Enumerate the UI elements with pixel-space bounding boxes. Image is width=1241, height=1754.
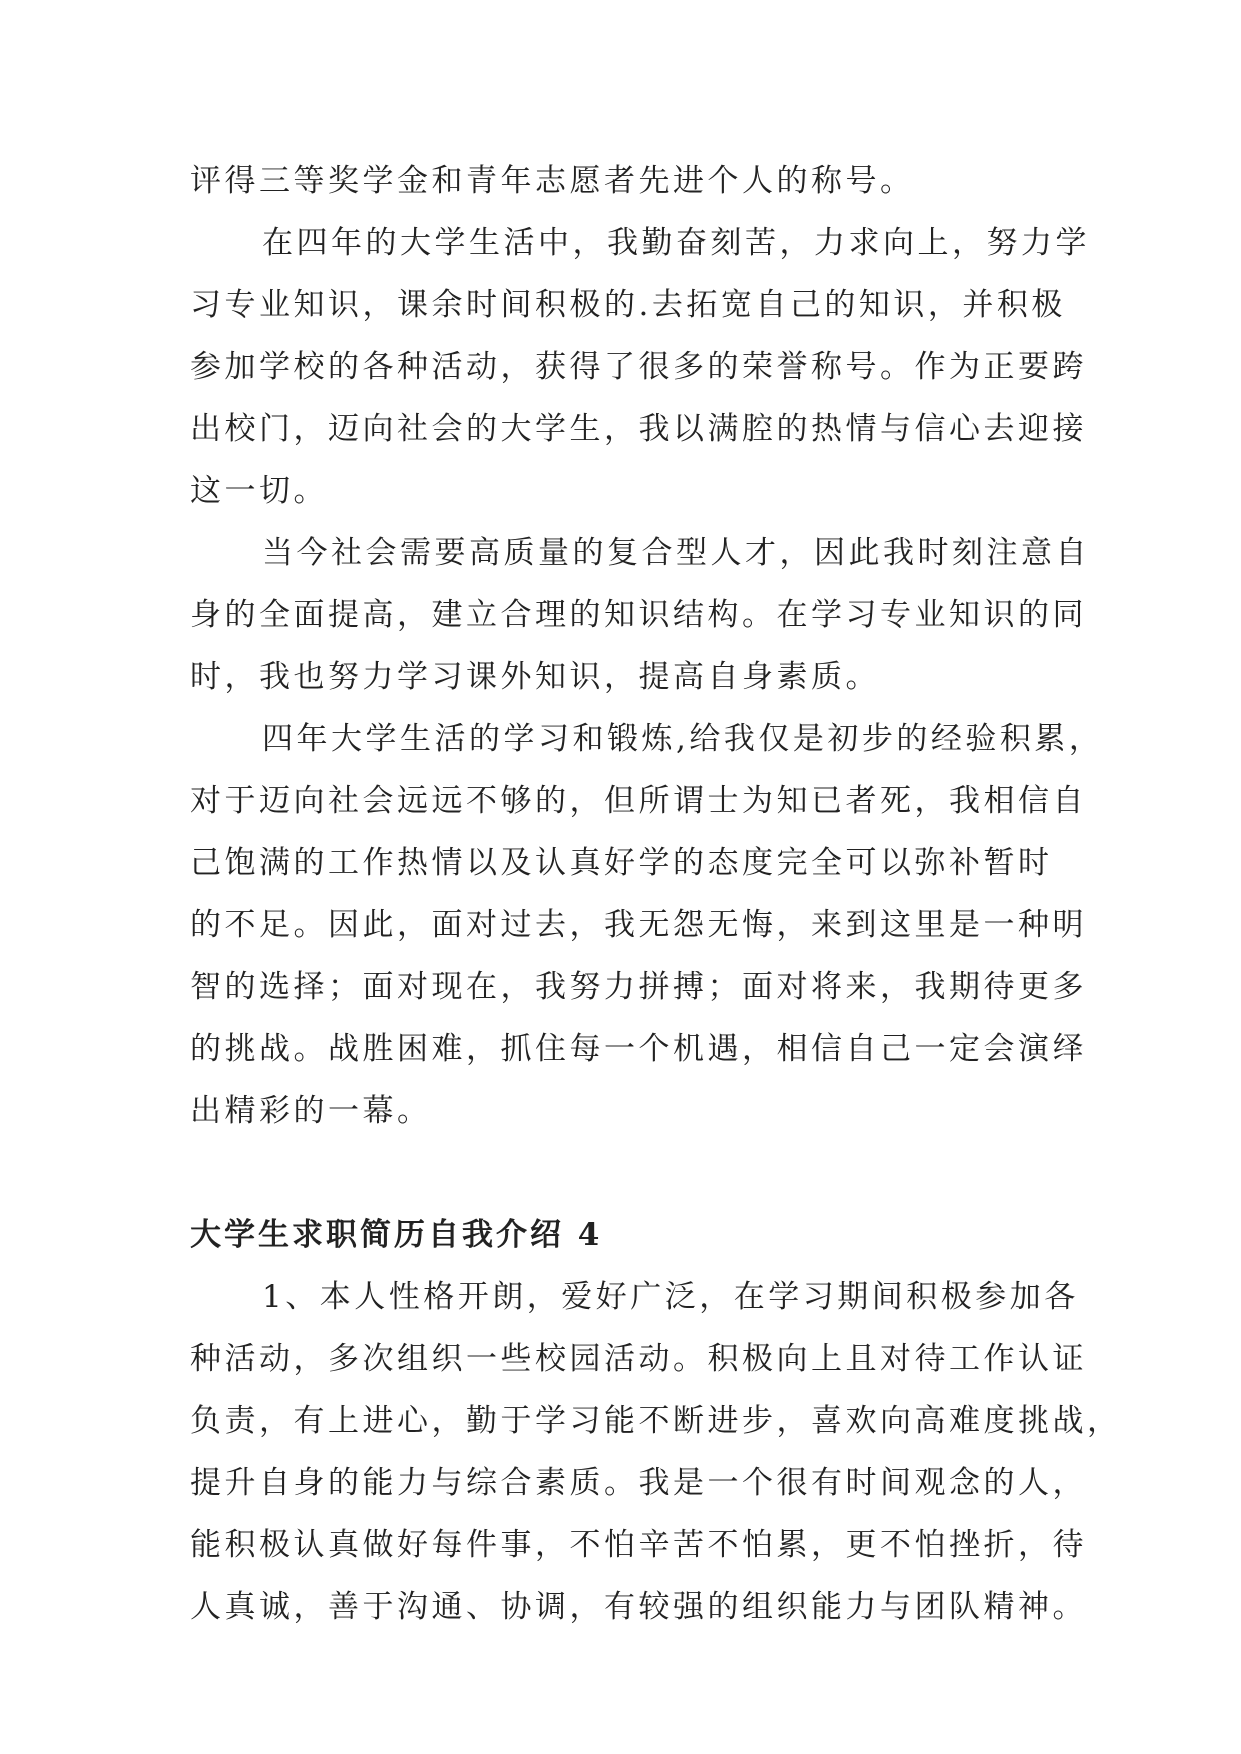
paragraph-award bbox=[190, 150, 1070, 212]
section-spacer bbox=[190, 1142, 1070, 1204]
text-line: 负责，有上进心，勤于学习能不断进步，喜欢向高难度挑战， bbox=[190, 1403, 1122, 1439]
text-line: 出精彩的一幕。 bbox=[190, 1093, 432, 1129]
text-line: 身的全面提高，建立合理的知识结构。在学习专业知识的同 bbox=[190, 597, 1087, 633]
text-line: 人真诚，善于沟通、协调，有较强的组织能力与团队精神。 bbox=[190, 1589, 1087, 1625]
text-line: 当今社会需要高质量的复合型人才，因此我时刻注意自 bbox=[262, 535, 1090, 571]
document-page bbox=[190, 150, 1122, 1638]
paragraph-four-years bbox=[190, 708, 1104, 1142]
text-line: 评得三等奖学金和青年志愿者先进个人的称号。 bbox=[190, 163, 915, 199]
text-line: 的不足。因此，面对过去，我无怨无悔，来到这里是一种明 bbox=[190, 907, 1087, 943]
text-line: 提升自身的能力与综合素质。我是一个很有时间观念的人， bbox=[190, 1465, 1087, 1501]
text-line: 这一切。 bbox=[190, 473, 328, 509]
text-line: 1、本人性格开朗，爱好广泛，在学习期间积极参加各 bbox=[262, 1279, 1079, 1315]
text-line: 的挑战。战胜困难，抓住每一个机遇，相信自己一定会演绎 bbox=[190, 1031, 1087, 1067]
text-line: 时，我也努力学习课外知识，提高自身素质。 bbox=[190, 659, 880, 695]
text-line: 种活动，多次组织一些校园活动。积极向上且对待工作认证 bbox=[190, 1341, 1087, 1377]
text-line: 习专业知识，课余时间积极的.去拓宽自己的知识，并积极 bbox=[190, 287, 1066, 323]
text-line: 出校门，迈向社会的大学生，我以满腔的热情与信心去迎接 bbox=[190, 411, 1087, 447]
paragraph-university-life bbox=[190, 212, 1090, 522]
text-line: 对于迈向社会远远不够的，但所谓士为知已者死，我相信自 bbox=[190, 783, 1087, 819]
text-line: 参加学校的各种活动，获得了很多的荣誉称号。作为正要跨 bbox=[190, 349, 1087, 385]
paragraph-comprehensive-talent bbox=[190, 522, 1090, 708]
text-line: 能积极认真做好每件事，不怕辛苦不怕累，更不怕挫折，待 bbox=[190, 1527, 1087, 1563]
text-line: 四年大学生活的学习和锻炼,给我仅是初步的经验积累， bbox=[262, 721, 1104, 757]
text-line: 己饱满的工作热情以及认真好学的态度完全可以弥补暂时 bbox=[190, 845, 1053, 881]
section-title: 大学生求职简历自我介绍 4 bbox=[190, 1217, 603, 1253]
paragraph-personality bbox=[190, 1266, 1122, 1638]
text-line: 智的选择；面对现在，我努力拼搏；面对将来，我期待更多 bbox=[190, 969, 1087, 1005]
text-line: 在四年的大学生活中，我勤奋刻苦，力求向上，努力学 bbox=[262, 225, 1090, 261]
